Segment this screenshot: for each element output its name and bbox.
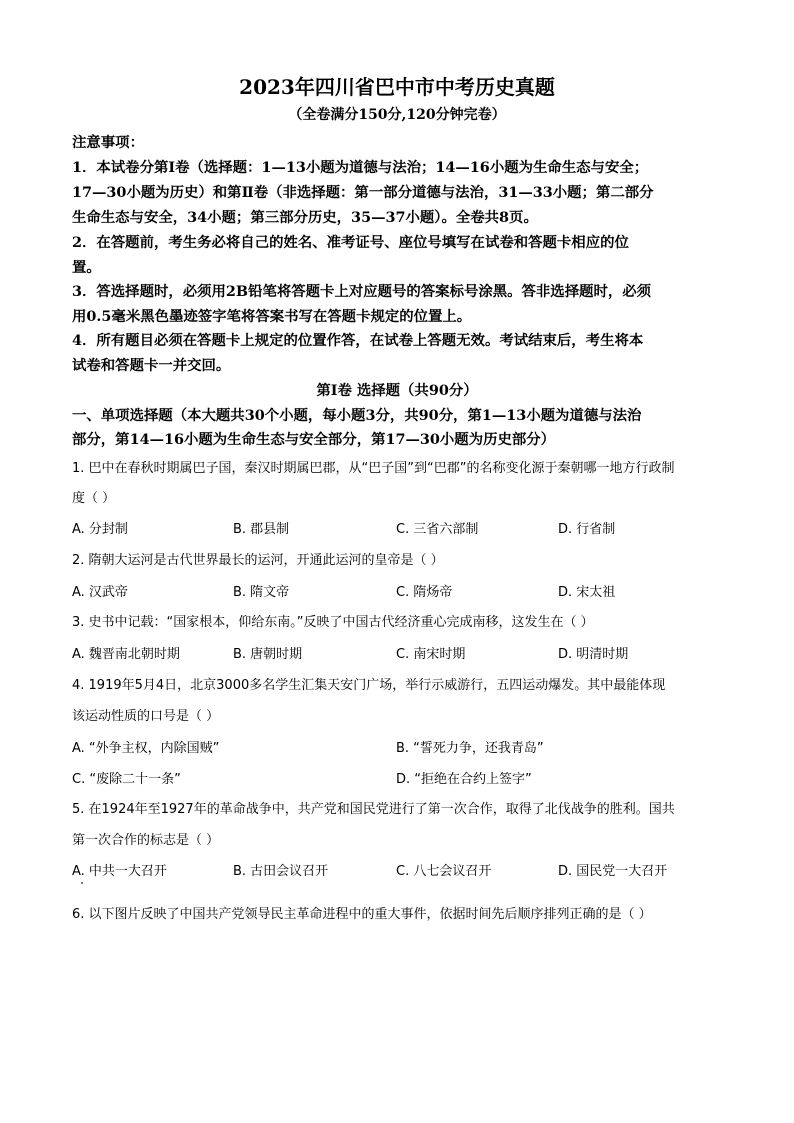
notice-line: 3．答选择题时，必须用2B铅笔将答题卡上对应题号的答案标号涂黑。答非选择题时，必须	[72, 283, 652, 300]
question-stem: 6. 以下图片反映了中国共产党领导民主革命进程中的重大事件，依据时间先后顺序排列正确的是（ ）	[72, 907, 652, 922]
question-option: A. 分封制	[72, 522, 128, 537]
question-stem: 4. 1919年5月4日，北京3000多名学生汇集天安门广场，举行示威游行，五四运动爆发。其中最能体现	[72, 678, 666, 693]
question-option: B. 古田会议召开	[233, 864, 329, 879]
section-intro: 一、单项选择题（本大题共30个小题，每小题3分，共90分，第1—13小题为道德与法治	[72, 407, 642, 424]
notice-line: 4．所有题目必须在答题卡上规定的位置作答，在试卷上答题无效。考试结束后，考生将本	[72, 332, 644, 349]
question-option: B. 郡县制	[233, 522, 290, 537]
notice-line: 用0.5毫米黑色墨迹签字笔将答案书写在答题卡规定的位置上。	[72, 308, 472, 325]
notice-heading: 注意事项：	[72, 134, 144, 151]
question-option: C. 南宋时期	[396, 647, 466, 662]
page-subtitle: （全卷满分150分,120分钟完卷）	[288, 107, 506, 123]
question-option: D. 行省制	[558, 522, 616, 537]
question-stem: 2. 隋朝大运河是古代世界最长的运河，开通此运河的皇帝是（ ）	[72, 553, 444, 568]
question-option: A. 汉武帝	[72, 585, 128, 600]
question-option: C. 八七会议召开	[396, 864, 492, 879]
question-option: C. 三省六部制	[396, 522, 479, 537]
section-heading: 第Ⅰ卷 选择题（共90分）	[316, 382, 478, 399]
question-option: A. 魏晋南北朝时期	[72, 647, 180, 662]
page-title: 2023年四川省巴中市中考历史真题	[239, 75, 555, 99]
question-option: B. 隋文帝	[233, 585, 290, 600]
question-option: B. 唐朝时期	[233, 647, 303, 662]
question-option: C. 隋炀帝	[396, 585, 453, 600]
question-option: D. 宋太祖	[558, 585, 616, 600]
question-stem: 3. 史书中记载：“国家根本，仰给东南。”反映了中国古代经济重心完成南移，这发生在（ ）	[72, 615, 594, 630]
question-option: D. 明清时期	[558, 647, 629, 662]
scan-speck	[81, 882, 83, 884]
question-stem: 1. 巴中在春秋时期属巴子国，秦汉时期属巴郡，从“巴子国”到“巴郡”的名称变化源于秦朝哪一地方行政制	[72, 461, 675, 476]
notice-line: 生命生态与安全，34小题；第三部分历史，35—37小题）。全卷共8页。	[72, 209, 538, 226]
question-stem: 度（ ）	[72, 491, 116, 506]
question-option: D. 国民党一大召开	[558, 864, 668, 879]
question-option: A. 中共一大召开	[72, 864, 167, 879]
question-option: D. “拒绝在合约上签字”	[396, 772, 532, 787]
question-stem: 5. 在1924年至1927年的革命战争中，共产党和国民党进行了第一次合作，取得了北伐战争的胜利。国共	[72, 802, 675, 817]
notice-line: 试卷和答题卡一并交回。	[72, 357, 231, 374]
question-stem: 第一次合作的标志是（ ）	[72, 833, 220, 848]
notice-line: 1．本试卷分第Ⅰ卷（选择题：1—13小题为道德与法治；14—16小题为生命生态与安全；	[72, 159, 649, 176]
notice-line: 置。	[72, 259, 101, 276]
question-option: B. “誓死力争，还我青岛”	[396, 741, 544, 756]
notice-line: 2．在答题前，考生务必将自己的姓名、准考证号、座位号填写在试卷和答题卡相应的位	[72, 234, 629, 251]
notice-line: 17—30小题为历史）和第Ⅱ卷（非选择题：第一部分道德与法治，31—33小题；第二部分	[72, 184, 654, 201]
question-stem: 该运动性质的口号是（ ）	[72, 709, 220, 724]
question-option: C. “废除二十一条”	[72, 772, 181, 787]
section-intro: 部分，第14—16小题为生命生态与安全部分，第17—30小题为历史部分）	[72, 431, 556, 448]
question-option: A. “外争主权，内除国贼”	[72, 741, 220, 756]
